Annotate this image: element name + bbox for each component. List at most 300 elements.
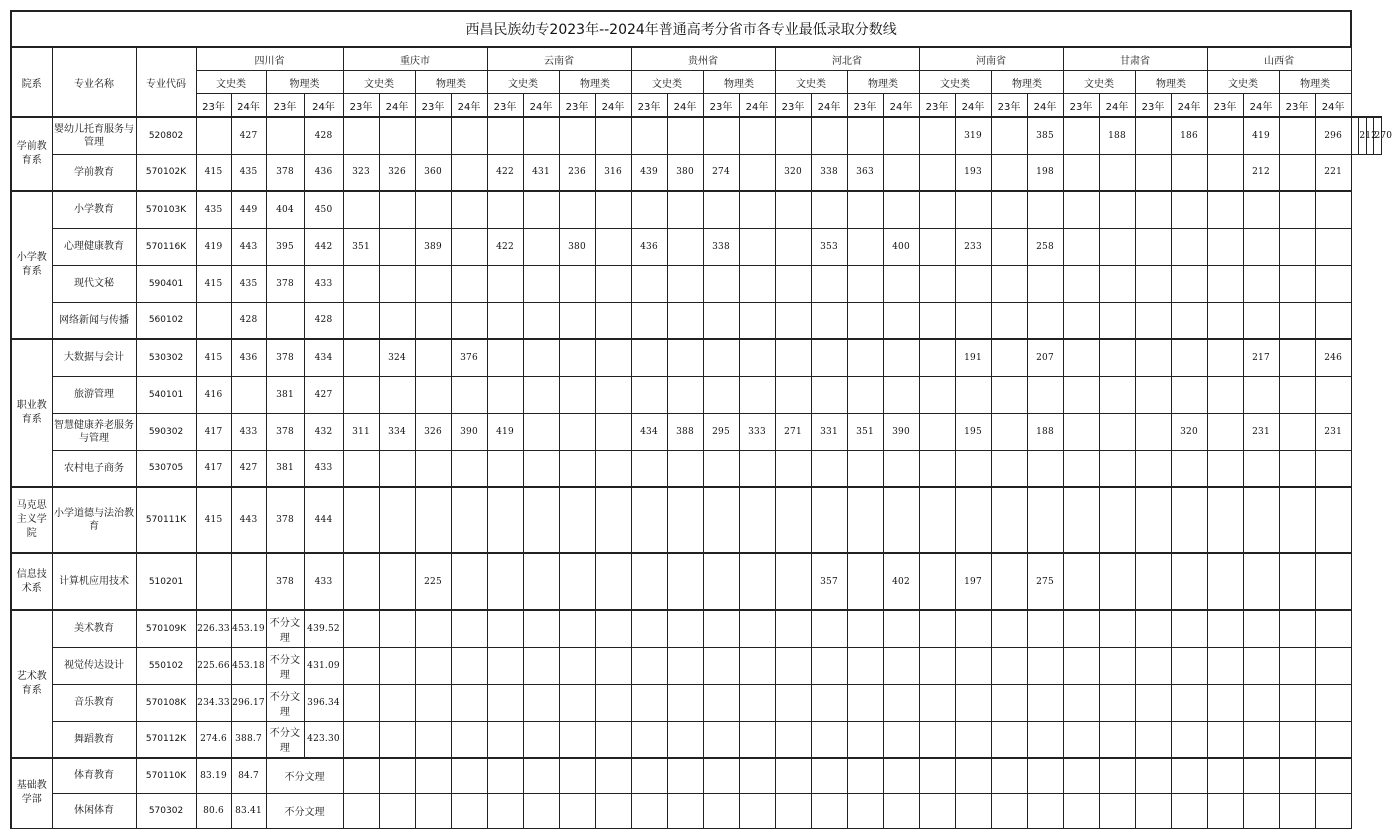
- score-cell: [1279, 487, 1315, 553]
- score-cell: [1135, 376, 1171, 413]
- score-cell: [487, 302, 523, 339]
- major-name: 小学教育: [52, 191, 136, 228]
- score-cell: [231, 376, 266, 413]
- score-cell: [523, 450, 559, 487]
- score-cell: [595, 758, 631, 793]
- table-title: 西昌民族幼专2023年--2024年普通高考分省市各专业最低录取分数线: [11, 11, 1351, 47]
- score-cell: [1207, 302, 1243, 339]
- header-year: 23年: [487, 94, 523, 118]
- score-cell: [1135, 339, 1171, 376]
- score-cell: [415, 191, 451, 228]
- score-cell: 431.09: [304, 647, 343, 684]
- score-cell: [739, 793, 775, 828]
- header-year: 24年: [1027, 94, 1063, 118]
- score-cell: [1243, 265, 1279, 302]
- score-cell: [559, 684, 595, 721]
- score-cell: [523, 117, 559, 154]
- header-year: 24年: [304, 94, 343, 118]
- score-cell: [811, 721, 847, 758]
- score-cell: [775, 265, 811, 302]
- score-cell: 376: [451, 339, 487, 376]
- score-cell: [1027, 450, 1063, 487]
- score-cell: [811, 487, 847, 553]
- score-cell: [775, 487, 811, 553]
- score-cell: [1135, 191, 1171, 228]
- score-cell: 333: [739, 413, 775, 450]
- score-cell: [1243, 647, 1279, 684]
- score-cell: [523, 228, 559, 265]
- score-cell: [1207, 339, 1243, 376]
- score-cell: 不分文理: [266, 793, 343, 828]
- score-cell: [415, 610, 451, 647]
- score-cell: [739, 376, 775, 413]
- score-cell: [487, 265, 523, 302]
- score-cell: [883, 191, 919, 228]
- score-cell: [343, 302, 379, 339]
- score-cell: [1315, 450, 1351, 487]
- score-cell: [523, 302, 559, 339]
- score-cell: [1243, 302, 1279, 339]
- score-cell: 427: [231, 450, 266, 487]
- score-cell: [523, 191, 559, 228]
- table-row: [11, 154, 1382, 191]
- score-cell: 389: [415, 228, 451, 265]
- score-cell: 274: [703, 154, 739, 191]
- score-cell: 274.6: [196, 721, 231, 758]
- score-cell: 378: [266, 413, 304, 450]
- score-cell: [1099, 758, 1135, 793]
- score-cell: [266, 302, 304, 339]
- score-cell: 436: [231, 339, 266, 376]
- header-year: 24年: [1315, 94, 1351, 118]
- score-cell: [1171, 339, 1207, 376]
- score-cell: [703, 450, 739, 487]
- score-cell: [775, 339, 811, 376]
- score-cell: [1243, 610, 1279, 647]
- score-cell: [703, 302, 739, 339]
- score-cell: [1315, 684, 1351, 721]
- score-cell: [1171, 191, 1207, 228]
- score-cell: [1063, 793, 1099, 828]
- score-cell: [1171, 265, 1207, 302]
- header-code: 专业代码: [136, 47, 196, 117]
- score-cell: 416: [196, 376, 231, 413]
- score-cell: [1063, 228, 1099, 265]
- score-cell: 311: [343, 413, 379, 450]
- score-cell: [631, 684, 667, 721]
- score-cell: 434: [304, 339, 343, 376]
- score-cell: [1279, 413, 1315, 450]
- score-cell: [703, 191, 739, 228]
- score-cell: [919, 413, 955, 450]
- score-cell: [1315, 553, 1351, 610]
- score-cell: [1315, 376, 1351, 413]
- score-cell: 80.6: [196, 793, 231, 828]
- score-cell: 207: [1027, 339, 1063, 376]
- score-cell: 198: [1027, 154, 1063, 191]
- score-cell: [1135, 413, 1171, 450]
- score-cell: [523, 376, 559, 413]
- score-cell: [631, 302, 667, 339]
- score-cell: [919, 154, 955, 191]
- score-cell: [1207, 758, 1243, 793]
- score-cell: 380: [667, 154, 703, 191]
- score-cell: [196, 553, 231, 610]
- major-code: 570112K: [136, 721, 196, 758]
- score-cell: 402: [883, 553, 919, 610]
- score-cell: [1207, 376, 1243, 413]
- score-cell: [1279, 450, 1315, 487]
- major-code: 570102K: [136, 154, 196, 191]
- score-cell: [739, 154, 775, 191]
- score-cell: [487, 684, 523, 721]
- score-cell: [1171, 647, 1207, 684]
- header-liberal: 文史类: [343, 71, 415, 94]
- score-cell: [595, 721, 631, 758]
- score-cell: [1279, 191, 1315, 228]
- score-cell: [955, 758, 991, 793]
- score-cell: 439: [631, 154, 667, 191]
- score-cell: [1279, 265, 1315, 302]
- score-cell: [451, 228, 487, 265]
- score-cell: [1207, 647, 1243, 684]
- score-cell: [266, 117, 304, 154]
- score-cell: [667, 684, 703, 721]
- score-cell: [559, 191, 595, 228]
- score-cell: [1207, 721, 1243, 758]
- table-row: [11, 487, 1382, 553]
- score-cell: [883, 302, 919, 339]
- score-cell: [451, 265, 487, 302]
- major-name: 旅游管理: [52, 376, 136, 413]
- header-physics: 物理类: [266, 71, 343, 94]
- score-cell: [1171, 610, 1207, 647]
- score-cell: 217: [1243, 339, 1279, 376]
- major-name: 学前教育: [52, 154, 136, 191]
- score-cell: [631, 339, 667, 376]
- header-liberal: 文史类: [1207, 71, 1279, 94]
- score-cell: [559, 610, 595, 647]
- header-physics: 物理类: [415, 71, 487, 94]
- header-year: 24年: [379, 94, 415, 118]
- score-cell: [595, 265, 631, 302]
- score-cell: [919, 302, 955, 339]
- score-cell: [523, 413, 559, 450]
- score-cell: [883, 339, 919, 376]
- score-cell: [595, 793, 631, 828]
- score-cell: [919, 450, 955, 487]
- score-cell: [379, 117, 415, 154]
- score-cell: [775, 758, 811, 793]
- score-cell: 415: [196, 154, 231, 191]
- score-cell: 415: [196, 265, 231, 302]
- score-cell: [415, 487, 451, 553]
- score-cell: [883, 117, 919, 154]
- score-cell: 450: [304, 191, 343, 228]
- score-cell: [1099, 450, 1135, 487]
- score-cell: [343, 647, 379, 684]
- header-province: 甘肃省: [1063, 47, 1207, 71]
- score-cell: [955, 647, 991, 684]
- score-cell: [379, 376, 415, 413]
- score-cell: 415: [196, 487, 231, 553]
- score-cell: 324: [379, 339, 415, 376]
- score-cell: 381: [266, 450, 304, 487]
- score-cell: [739, 487, 775, 553]
- score-cell: [1063, 610, 1099, 647]
- score-cell: [991, 647, 1027, 684]
- score-cell: 385: [1027, 117, 1063, 154]
- score-cell: [415, 793, 451, 828]
- score-cell: [487, 450, 523, 487]
- score-cell: 351: [847, 413, 883, 450]
- score-cell: [1171, 553, 1207, 610]
- header-year: 24年: [1243, 94, 1279, 118]
- score-cell: [811, 450, 847, 487]
- score-cell: 443: [231, 487, 266, 553]
- score-cell: 417: [196, 450, 231, 487]
- score-cell: 433: [304, 265, 343, 302]
- major-code: 590302: [136, 413, 196, 450]
- score-cell: 419: [1243, 117, 1279, 154]
- major-code: 570108K: [136, 684, 196, 721]
- score-cell: 428: [304, 302, 343, 339]
- score-cell: [1027, 610, 1063, 647]
- table-row: [11, 684, 1382, 721]
- score-cell: [847, 117, 883, 154]
- score-cell: [919, 228, 955, 265]
- score-cell: [883, 450, 919, 487]
- score-cell: [703, 117, 739, 154]
- score-cell: [451, 758, 487, 793]
- score-cell: [343, 191, 379, 228]
- score-cell: [667, 339, 703, 376]
- score-cell: 186: [1171, 117, 1207, 154]
- score-cell: 212: [1243, 154, 1279, 191]
- score-cell: [1315, 793, 1351, 828]
- score-cell: [343, 553, 379, 610]
- score-cell: [523, 758, 559, 793]
- score-cell: [487, 758, 523, 793]
- score-cell: [919, 265, 955, 302]
- score-cell: [955, 376, 991, 413]
- score-cell: [415, 450, 451, 487]
- score-cell: [1027, 265, 1063, 302]
- score-cell: [991, 553, 1027, 610]
- score-cell: [811, 758, 847, 793]
- score-cell: 415: [196, 339, 231, 376]
- score-cell: [523, 339, 559, 376]
- score-cell: [955, 487, 991, 553]
- score-cell: [451, 721, 487, 758]
- score-cell: [883, 758, 919, 793]
- score-cell: 246: [1315, 339, 1351, 376]
- score-cell: [919, 191, 955, 228]
- score-cell: 417: [196, 413, 231, 450]
- score-cell: [991, 154, 1027, 191]
- score-cell: [1063, 553, 1099, 610]
- table-row: [11, 721, 1382, 758]
- score-cell: [739, 450, 775, 487]
- score-cell: [1135, 721, 1171, 758]
- score-cell: [559, 302, 595, 339]
- score-cell: 396.34: [304, 684, 343, 721]
- score-cell: [1063, 339, 1099, 376]
- score-cell: [1243, 487, 1279, 553]
- score-cell: [775, 117, 811, 154]
- score-cell: [1315, 191, 1351, 228]
- score-cell: 296.17: [231, 684, 266, 721]
- major-name: 心理健康教育: [52, 228, 136, 265]
- score-cell: [1279, 793, 1315, 828]
- score-cell: [451, 117, 487, 154]
- score-cell: [811, 339, 847, 376]
- score-cell: [1171, 154, 1207, 191]
- score-cell: [487, 647, 523, 684]
- score-cell: 390: [883, 413, 919, 450]
- score-cell: [1171, 793, 1207, 828]
- header-year: 23年: [559, 94, 595, 118]
- header-physics: 物理类: [559, 71, 631, 94]
- score-cell: [775, 553, 811, 610]
- score-cell: [1027, 191, 1063, 228]
- score-cell: [703, 758, 739, 793]
- score-cell: [343, 450, 379, 487]
- header-physics: 物理类: [847, 71, 919, 94]
- score-cell: [667, 793, 703, 828]
- score-cell: [955, 793, 991, 828]
- score-cell: [811, 191, 847, 228]
- score-cell: 435: [231, 154, 266, 191]
- score-cell: [1243, 721, 1279, 758]
- score-cell: [379, 228, 415, 265]
- score-cell: 433: [304, 553, 343, 610]
- score-cell: [415, 302, 451, 339]
- score-cell: 435: [196, 191, 231, 228]
- score-cell: [1243, 793, 1279, 828]
- score-cell: [739, 721, 775, 758]
- score-cell: [739, 117, 775, 154]
- score-cell: [991, 302, 1027, 339]
- score-cell: [1279, 339, 1315, 376]
- score-cell: [883, 610, 919, 647]
- score-cell: [1171, 684, 1207, 721]
- department-cell: 马克思主义学院: [11, 487, 52, 553]
- score-cell: [595, 228, 631, 265]
- score-cell: [1279, 647, 1315, 684]
- score-cell: [1315, 758, 1351, 793]
- major-name: 农村电子商务: [52, 450, 136, 487]
- score-cell: [1063, 191, 1099, 228]
- department-cell: 职业教育系: [11, 339, 52, 487]
- score-cell: [379, 450, 415, 487]
- score-cell: 419: [196, 228, 231, 265]
- score-cell: [1135, 793, 1171, 828]
- score-cell: [919, 376, 955, 413]
- header-province: 四川省: [196, 47, 343, 71]
- score-cell: [1279, 302, 1315, 339]
- score-cell: [1135, 228, 1171, 265]
- score-cell: [1279, 553, 1315, 610]
- score-cell: [991, 265, 1027, 302]
- score-cell: [1135, 154, 1171, 191]
- score-cell: 378: [266, 154, 304, 191]
- score-cell: [487, 610, 523, 647]
- score-cell: 388.7: [231, 721, 266, 758]
- score-cell: [1135, 758, 1171, 793]
- score-cell: [1099, 647, 1135, 684]
- score-cell: 319: [955, 117, 991, 154]
- score-cell: [595, 487, 631, 553]
- major-code: 570103K: [136, 191, 196, 228]
- score-cell: [703, 339, 739, 376]
- score-cell: [379, 793, 415, 828]
- score-cell: [919, 647, 955, 684]
- score-cell: 不分文理: [266, 721, 304, 758]
- score-cell: [559, 793, 595, 828]
- score-cell: 453.19: [231, 610, 266, 647]
- score-cell: [451, 793, 487, 828]
- score-cell: [559, 553, 595, 610]
- major-name: 大数据与会计: [52, 339, 136, 376]
- score-cell: [847, 610, 883, 647]
- header-province: 河南省: [919, 47, 1063, 71]
- score-cell: [847, 793, 883, 828]
- score-cell: 195: [955, 413, 991, 450]
- header-year: 24年: [595, 94, 631, 118]
- score-cell: 444: [304, 487, 343, 553]
- score-cell: [1027, 376, 1063, 413]
- score-cell: 423.30: [304, 721, 343, 758]
- score-cell: [955, 450, 991, 487]
- score-cell: [1099, 684, 1135, 721]
- score-cell: 433: [304, 450, 343, 487]
- score-cell: [667, 117, 703, 154]
- score-cell: [1243, 684, 1279, 721]
- major-name: 现代文秘: [52, 265, 136, 302]
- score-cell: [955, 721, 991, 758]
- table-row: [11, 793, 1382, 828]
- score-cell: 不分文理: [266, 684, 304, 721]
- major-code: 520802: [136, 117, 196, 154]
- score-cell: [1135, 450, 1171, 487]
- score-cell: [847, 265, 883, 302]
- score-cell: 320: [775, 154, 811, 191]
- score-cell: [595, 610, 631, 647]
- score-cell: [631, 610, 667, 647]
- score-cell: [1063, 487, 1099, 553]
- header-year: 23年: [703, 94, 739, 118]
- score-cell: [595, 376, 631, 413]
- score-cell: [487, 721, 523, 758]
- score-cell: [811, 302, 847, 339]
- score-cell: [883, 684, 919, 721]
- header-physics: 物理类: [991, 71, 1063, 94]
- score-cell: [883, 647, 919, 684]
- score-cell: [1063, 154, 1099, 191]
- score-cell: [847, 191, 883, 228]
- score-cell: [451, 191, 487, 228]
- score-cell: [559, 758, 595, 793]
- score-cell: [1243, 228, 1279, 265]
- header-liberal: 文史类: [775, 71, 847, 94]
- score-cell: [415, 117, 451, 154]
- score-cell: [667, 228, 703, 265]
- score-cell: [379, 487, 415, 553]
- header-province: 山西省: [1207, 47, 1351, 71]
- header-year: 24年: [1171, 94, 1207, 118]
- department-cell: 学前教育系: [11, 117, 52, 191]
